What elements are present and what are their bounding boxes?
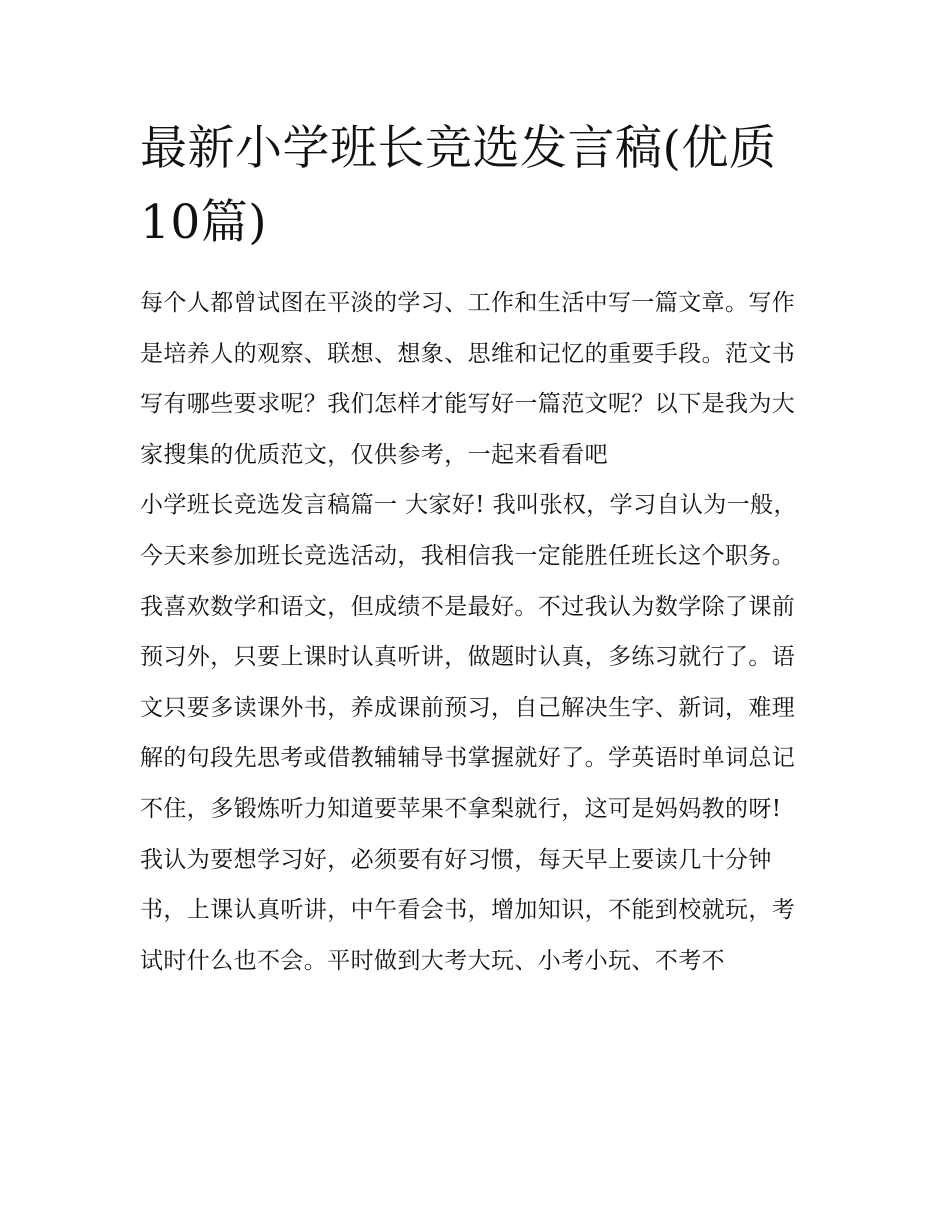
body-paragraph-2: 我喜欢数学和语文，但成绩不是最好。不过我认为数学除了课前预习外，只要上课时认真听讲，做题时认真，多练习就行了。语文只要多读课外书，养成课前预习，自己解决生字、新词，难理解的句段先思考或借教辅辅导书掌握就好了。学英语时单词总记不住，多锻炼听力知道要苹果不拿梨就行，这可是妈妈教的呀! bbox=[140, 593, 796, 822]
body-paragraph-1: 小学班长竞选发言稿篇一 大家好! 我叫张权，学习自认为一般，今天来参加班长竞选活动，我相信我一定能胜任班长这个职务。 bbox=[140, 492, 797, 569]
document-title: 最新小学班长竞选发言稿(优质10篇) bbox=[140, 121, 777, 250]
intro-paragraph: 每个人都曾试图在平淡的学习、工作和生活中写一篇文章。写作是培养人的观察、联想、想象、思维和记忆的重要手段。范文书写有哪些要求呢？我们怎样才能写好一篇范文呢？以下是我为大家搜集的优质范文，仅供参考，一起来看看吧 bbox=[140, 290, 796, 468]
document-content bbox=[140, 112, 812, 986]
body-paragraph-3: 我认为要想学习好，必须要有好习惯，每天早上要读几十分钟书，上课认真听讲，中午看会书，增加知识，不能到校就玩，考试时什么也不会。平时做到大考大玩、小考小玩、不考不 bbox=[140, 846, 796, 974]
